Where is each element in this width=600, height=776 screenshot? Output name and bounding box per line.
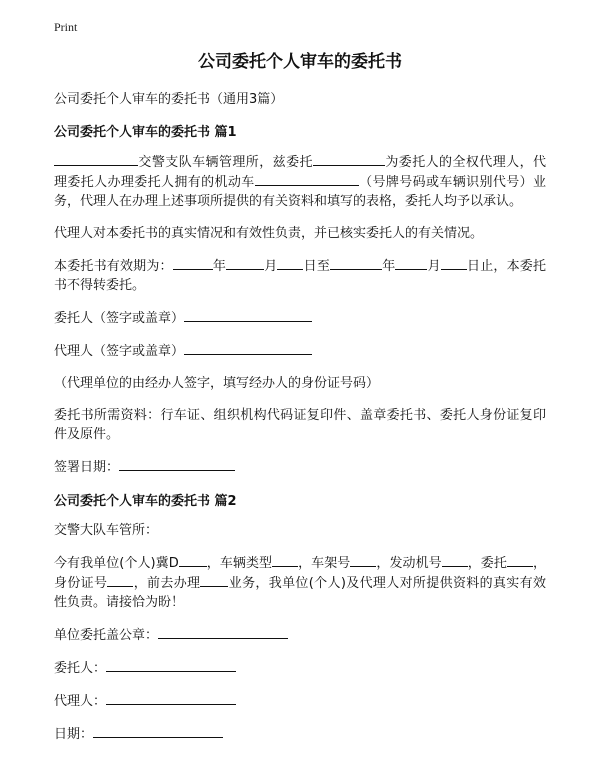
blank-field[interactable] [441, 256, 467, 270]
blank-field[interactable] [272, 553, 298, 567]
principal-label-2: 委托人： [54, 661, 107, 676]
date-field-2[interactable] [93, 724, 223, 738]
signing-date-field[interactable] [119, 457, 235, 471]
section-1-paragraph-2: 代理人对本委托书的真实情况和有效性负责，并已核实委托人的有关情况。 [54, 226, 484, 241]
principal-signature-field[interactable] [184, 308, 312, 322]
signing-date-row [54, 457, 546, 477]
principal-row-2 [54, 658, 546, 678]
text-fragment: （号牌号码或车辆识别代号）业务，代理人在办理上述事项所提供的有关资料和填写的表格，委托人均予以承认。 [54, 175, 546, 209]
date-row-2 [54, 724, 546, 744]
principal-signature-row [54, 308, 546, 328]
text-fragment: 交警支队车辆管理所，兹委托 [138, 155, 313, 170]
blank-field[interactable] [395, 256, 427, 270]
blank-field[interactable] [350, 553, 376, 567]
text-fragment: 业务，我单位(个人)及代理人对所提供资料的真实有效性负责。请接恰为盼！ [54, 576, 546, 610]
principal-field-2[interactable] [106, 658, 236, 672]
text-fragment: ，车架号 [298, 556, 351, 571]
print-link[interactable]: Print [54, 20, 78, 34]
text-fragment: 本委托书有效期为： [54, 259, 173, 274]
text-fragment: 今有我单位(个人)冀D [54, 556, 179, 571]
agent-signature-field[interactable] [184, 341, 312, 355]
blank-field[interactable] [200, 573, 228, 587]
text-fragment: 月 [264, 259, 278, 274]
agent-row-2 [54, 691, 546, 711]
principal-label: 委托人（签字或盖章） [54, 311, 185, 326]
intro-text: 公司委托个人审车的委托书（通用3篇） [54, 92, 284, 107]
text-fragment: ，身份证号 [54, 556, 546, 591]
agent-label: 代理人（签字或盖章） [54, 344, 185, 359]
text-fragment: 年 [382, 259, 396, 274]
page-title: 公司委托个人审车的委托书 [198, 52, 402, 72]
required-materials: 委托书所需资料：行车证、组织机构代码证复印件、盖章委托书、委托人身份证复印件及原件。 [54, 408, 546, 442]
text-fragment: 日至 [303, 259, 331, 274]
text-fragment: ，委托 [467, 556, 507, 571]
unit-seal-field[interactable] [158, 625, 288, 639]
text-fragment: 为委托人的全权代理人，代理委托人办理委托人拥有的机动车 [54, 155, 546, 190]
addressee: 交警大队车管所： [54, 523, 159, 538]
text-fragment: ，车辆类型 [206, 556, 273, 571]
blank-field[interactable] [173, 256, 213, 270]
agent-note: （代理单位的由经办人签字，填写经办人的身份证号码） [54, 376, 380, 391]
blank-field[interactable] [226, 256, 264, 270]
text-fragment: ，前去办理 [133, 576, 201, 591]
unit-seal-label: 单位委托盖公章： [54, 628, 159, 643]
agent-field-2[interactable] [106, 691, 236, 705]
section-2-paragraph-1 [54, 553, 546, 612]
blank-field[interactable] [507, 553, 533, 567]
section-2-heading: 公司委托个人审车的委托书 篇2 [54, 494, 237, 509]
agent-label-2: 代理人： [54, 694, 107, 709]
blank-field[interactable] [255, 172, 359, 186]
section-1-heading: 公司委托个人审车的委托书 篇1 [54, 125, 237, 140]
blank-field[interactable] [277, 256, 303, 270]
blank-field[interactable] [313, 152, 385, 166]
validity-period [54, 256, 546, 295]
blank-field[interactable] [330, 256, 382, 270]
text-fragment: 年 [212, 259, 227, 274]
date-label-2: 日期： [54, 727, 94, 742]
signing-date-label: 签署日期： [54, 460, 120, 475]
blank-field[interactable] [54, 152, 138, 166]
text-fragment: ，发动机号 [376, 556, 442, 571]
blank-field[interactable] [107, 573, 133, 587]
blank-field[interactable] [179, 553, 207, 567]
blank-field[interactable] [442, 553, 468, 567]
text-fragment: 月 [427, 259, 441, 274]
unit-seal-row [54, 625, 546, 645]
section-1-paragraph-1 [54, 152, 546, 211]
agent-signature-row [54, 341, 546, 361]
text-fragment: 日止，本委托书不得转委托。 [54, 259, 546, 293]
